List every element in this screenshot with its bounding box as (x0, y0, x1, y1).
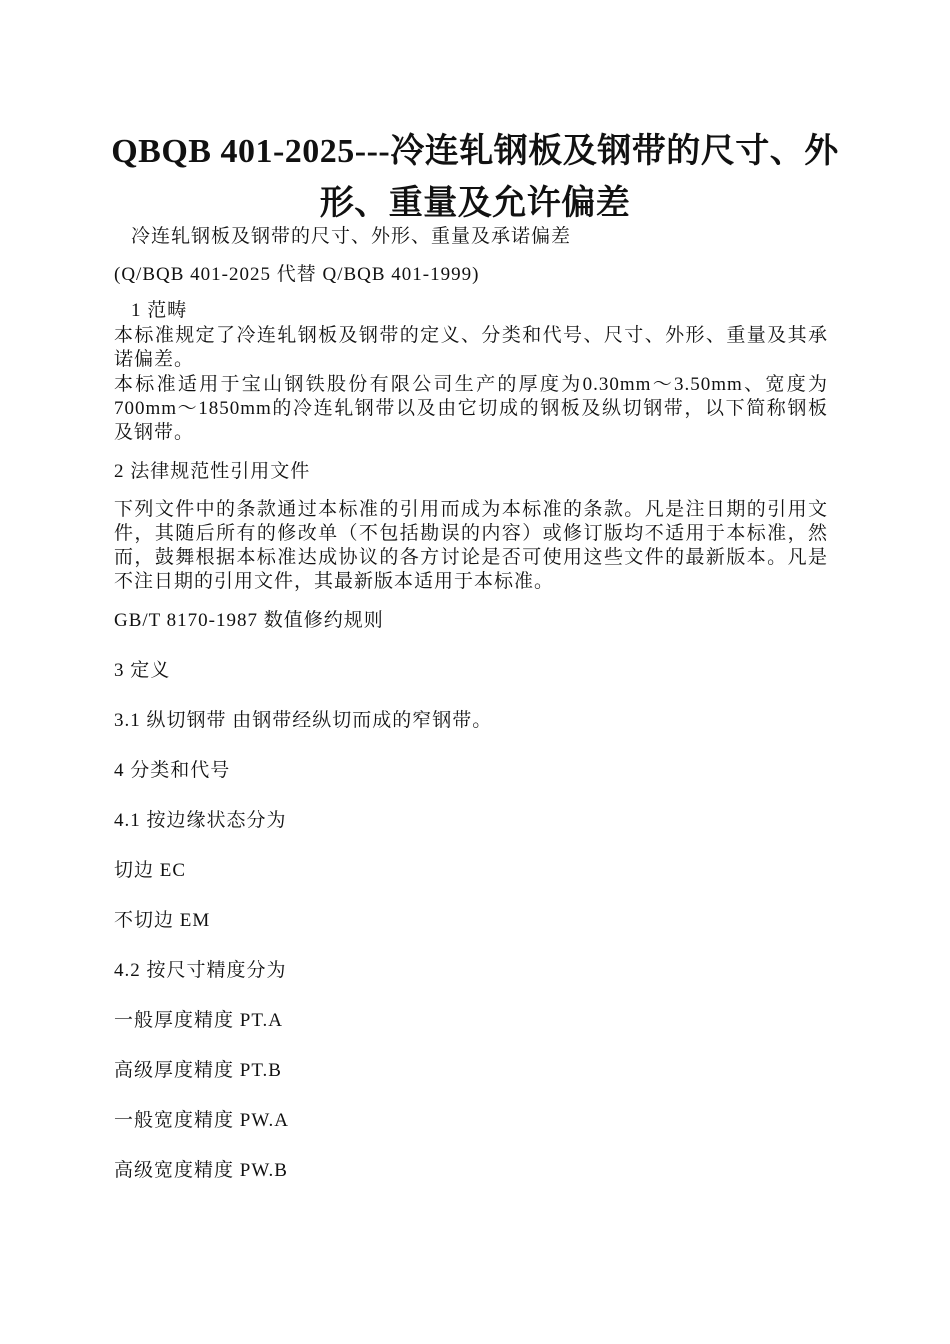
section-1-paragraph-2: 本标准适用于宝山钢铁股份有限公司生产的厚度为0.30mm～3.50mm、宽度为700mm～1850mm的冷连轧钢带以及由它切成的钢板及纵切钢带，以下简称钢板及钢带。 (114, 374, 828, 443)
section-1-heading: 1 范畴 (131, 300, 188, 321)
replaces-note: (Q/BQB 401-2025 代替 Q/BQB 401-1999) (114, 264, 480, 285)
section-3-1: 3.1 纵切钢带 由钢带经纵切而成的窄钢带。 (114, 710, 493, 731)
section-4-1: 4.1 按边缘状态分为 (114, 810, 287, 831)
section-2-heading: 2 法律规范性引用文件 (114, 461, 311, 482)
thickness-precision-a: 一般厚度精度 PT.A (114, 1010, 283, 1031)
width-precision-a: 一般宽度精度 PW.A (114, 1110, 289, 1131)
section-1-paragraph-1: 本标准规定了冷连轧钢板及钢带的定义、分类和代号、尺寸、外形、重量及其承诺偏差。 (114, 325, 828, 370)
edge-uncut-item: 不切边 EM (114, 910, 211, 931)
document-title: QBQB 401-2025---冷连轧钢板及钢带的尺寸、外形、重量及允许偏差 (111, 133, 839, 222)
document-subtitle: 冷连轧钢板及钢带的尺寸、外形、重量及承诺偏差 (131, 226, 572, 247)
section-2-reference: GB/T 8170-1987 数值修约规则 (114, 610, 384, 631)
section-4-heading: 4 分类和代号 (114, 760, 231, 781)
thickness-precision-b: 高级厚度精度 PT.B (114, 1060, 282, 1081)
width-precision-b: 高级宽度精度 PW.B (114, 1160, 288, 1181)
section-2-paragraph-1: 下列文件中的条款通过本标准的引用而成为本标准的条款。凡是注日期的引用文件，其随后所有的修改单（不包括勘误的内容）或修订版均不适用于本标准，然而，鼓舞根据本标准达成协议的各方讨论是否可使用这些文件的最新版本。凡是不注日期的引用文件，其最新版本适用于本标准。 (114, 499, 828, 592)
section-3-heading: 3 定义 (114, 660, 171, 681)
edge-cut-item: 切边 EC (114, 860, 187, 881)
section-4-2: 4.2 按尺寸精度分为 (114, 960, 287, 981)
